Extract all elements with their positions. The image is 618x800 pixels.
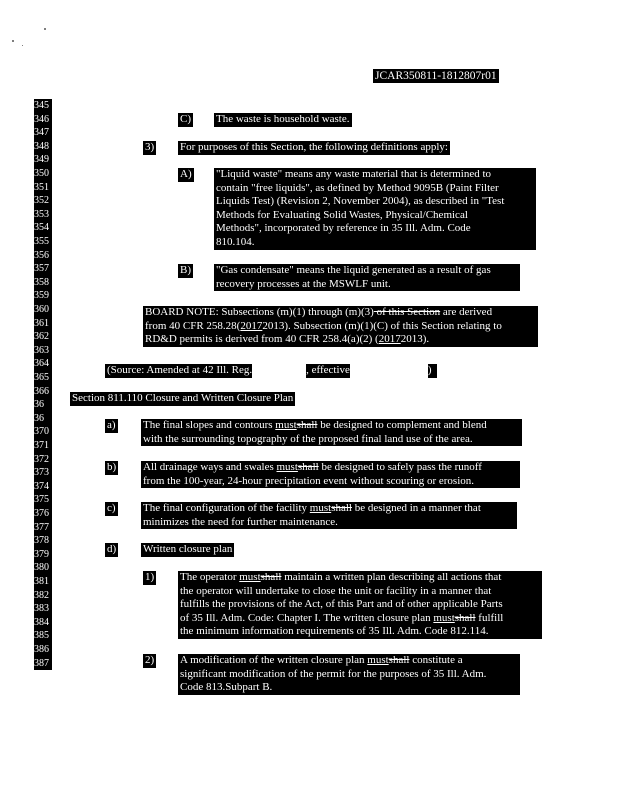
deleted-text: shall (388, 654, 410, 666)
board-note-text: 2013). (400, 333, 430, 346)
line-number: 345 (34, 99, 52, 113)
document-id: JCAR350811-1812807r01 (375, 70, 497, 82)
section-d1-label: 1) (145, 571, 155, 583)
section-a-line: with the surrounding topography of the proposed final land use of the area. (143, 432, 473, 445)
board-note-line (145, 306, 538, 320)
line-number: 386 (34, 643, 52, 657)
text: constitute a (409, 654, 463, 666)
item-b-label: B) (180, 264, 191, 276)
line-number: 363 (34, 344, 52, 358)
inserted-text: must (367, 654, 389, 666)
source-text: , effective (306, 364, 350, 376)
item-b-line: recovery processes at the MSWLF unit. (216, 277, 391, 290)
text: fulfill (475, 611, 504, 624)
section-d-text: Written closure plan (143, 543, 233, 555)
line-number: 346 (34, 113, 52, 127)
item-a-label: A) (180, 168, 192, 180)
inserted-text: must (275, 419, 297, 431)
section-d-label: d) (107, 543, 117, 555)
inserted-text: must (433, 611, 455, 624)
section-b-label: b) (107, 461, 117, 473)
text: All drainage ways and swales (143, 461, 277, 473)
item-a-line: Liquids Test) (Revision 2, November 2004), as described in "Test (216, 195, 505, 208)
scan-speck (44, 28, 46, 30)
line-number: 376 (34, 507, 52, 521)
item-b-definition (214, 264, 520, 291)
line-number: 347 (34, 126, 52, 140)
line-number: 36 (34, 398, 52, 412)
board-note-text: from 40 CFR 258.28( (145, 319, 241, 332)
board-note-line (145, 320, 538, 334)
section-d1-text (178, 571, 542, 639)
board-note-line (145, 333, 538, 347)
line-number: 361 (34, 317, 52, 331)
section-c-label: c) (107, 502, 116, 514)
text: be designed in a manner that (351, 502, 481, 514)
text: The operator (180, 571, 240, 583)
section-a-line (143, 419, 522, 433)
board-note (143, 306, 538, 347)
line-number: 371 (34, 439, 52, 453)
item-a-line: 810.104. (216, 235, 255, 248)
text: of 35 Ill. Adm. Code: Chapter I. The written closure plan (180, 611, 434, 624)
line-number: 365 (34, 371, 52, 385)
section-b-line: from the 100-year, 24-hour precipitation event without scouring or erosion. (143, 474, 474, 487)
inserted-text: must (239, 571, 261, 583)
section-d1-line (180, 571, 542, 585)
item-c-text: The waste is household waste. (216, 113, 350, 125)
section-d2-line: Code 813.Subpart B. (180, 681, 273, 694)
item-c-label: C) (180, 113, 191, 125)
line-number: 383 (34, 602, 52, 616)
item-3-label: 3) (145, 141, 155, 153)
text: maintain a written plan describing all actions that (281, 571, 502, 583)
line-number: 348 (34, 140, 52, 154)
text: be designed to complement and blend (317, 419, 487, 431)
section-d1-line: fulfills the provisions of the Act, of this Part and of other applicable Parts (180, 598, 503, 611)
line-number: 380 (34, 561, 52, 575)
section-c-text (141, 502, 517, 529)
inserted-text: must (276, 461, 298, 473)
board-note-text: are derived (440, 306, 493, 318)
section-a-text (141, 419, 522, 446)
line-number: 354 (34, 221, 52, 235)
board-note-text: RD&D permits is derived from 40 CFR 258.4(a)(2) ( (145, 333, 379, 346)
inserted-text: must (309, 502, 332, 514)
line-number: 349 (34, 153, 52, 167)
line-number: 378 (34, 534, 52, 548)
line-number: 36 (34, 412, 52, 426)
section-d1-line: the minimum information requirements of 35 Ill. Adm. Code 812.114. (180, 625, 489, 638)
item-3-text: For purposes of this Section, the following definitions apply: (180, 141, 448, 153)
line-number: 350 (34, 167, 52, 181)
line-number: 370 (34, 425, 52, 439)
item-a-line: Methods", incorporated by reference in 35 Ill. Adm. Code (216, 222, 471, 235)
section-d2-label: 2) (145, 654, 155, 666)
item-a-line: "Liquid waste" means any waste material that is determined to (216, 168, 492, 180)
deleted-text: of this Section (373, 306, 441, 318)
section-c-line: minimizes the need for further maintenance. (143, 515, 338, 528)
source-note (105, 364, 437, 378)
line-number: 360 (34, 303, 52, 317)
deleted-text: shall (296, 419, 318, 431)
source-text: ) (427, 364, 432, 376)
line-number: 375 (34, 493, 52, 507)
line-number: 381 (34, 575, 52, 589)
section-d1-line (180, 612, 542, 626)
line-number: 384 (34, 616, 52, 630)
deleted-text: shall (260, 571, 282, 583)
line-number: 374 (34, 480, 52, 494)
item-a-line: contain "free liquids", as defined by Method 9095B (Paint Filter (216, 181, 499, 194)
line-number: 382 (34, 589, 52, 603)
section-c-line (143, 502, 517, 516)
section-d2-line (180, 654, 520, 668)
text: The final configuration of the facility (143, 502, 310, 514)
deleted-text: shall (454, 611, 476, 624)
line-number: 359 (34, 289, 52, 303)
deleted-text: shall (331, 502, 352, 514)
line-number: 377 (34, 521, 52, 535)
source-text: (Source: Amended at 42 Ill. Reg. (107, 364, 253, 376)
item-b-line: "Gas condensate" means the liquid generated as a result of gas (216, 264, 491, 276)
board-note-text: BOARD NOTE: Subsections (m)(1) through (m)(3) (145, 306, 374, 318)
line-number: 372 (34, 453, 52, 467)
scan-speck (22, 45, 23, 46)
inserted-text: 2017 (378, 333, 401, 346)
line-number: 366 (34, 385, 52, 399)
blank-field (252, 364, 306, 378)
deleted-text: shall (297, 461, 319, 473)
section-d2-line: significant modification of the permit for the purposes of 35 Ill. Adm. (180, 667, 487, 680)
text: A modification of the written closure plan (180, 654, 368, 666)
item-a-line: Methods for Evaluating Solid Wastes, Physical/Chemical (216, 208, 468, 221)
scan-speck (12, 40, 14, 42)
section-title: Section 811.110 Closure and Written Closure Plan (72, 392, 294, 404)
blank-field (350, 364, 428, 378)
line-number: 373 (34, 466, 52, 480)
line-number: 356 (34, 249, 52, 263)
section-d2-text (178, 654, 520, 695)
line-number: 355 (34, 235, 52, 249)
inserted-text: 2017 (240, 319, 263, 332)
line-number: 351 (34, 181, 52, 195)
line-number: 387 (34, 657, 52, 671)
section-b-line (143, 461, 520, 475)
section-d1-line: the operator will undertake to close the unit or facility in a manner that (180, 584, 492, 597)
line-number: 385 (34, 629, 52, 643)
section-b-text (141, 461, 520, 488)
line-number: 364 (34, 357, 52, 371)
item-a-definition (214, 168, 536, 250)
board-note-text: 2013). Subsection (m)(1)(C) of this Section relating to (262, 319, 502, 332)
line-number: 362 (34, 330, 52, 344)
text: be designed to safely pass the runoff (318, 461, 482, 473)
section-a-label: a) (107, 419, 116, 431)
line-number: 379 (34, 548, 52, 562)
line-number: 357 (34, 262, 52, 276)
line-number: 352 (34, 194, 52, 208)
line-number: 353 (34, 208, 52, 222)
line-number: 358 (34, 276, 52, 290)
text: The final slopes and contours (143, 419, 276, 431)
